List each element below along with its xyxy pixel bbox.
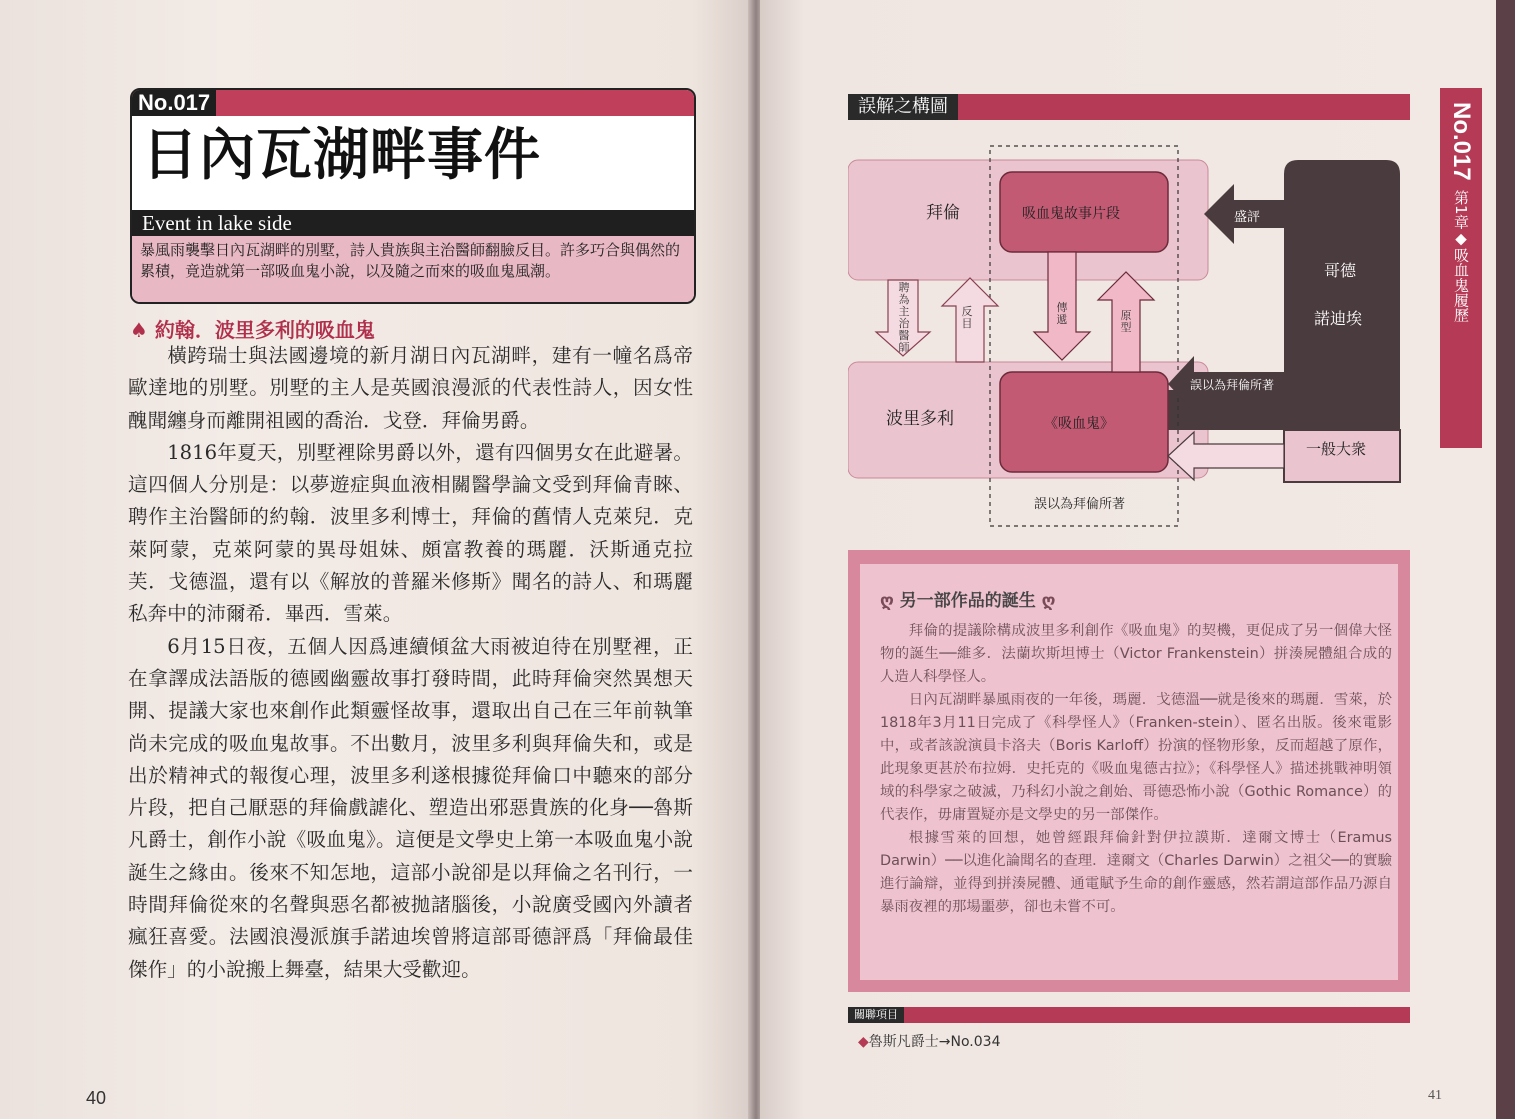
sidebar-box-text: [880, 620, 1392, 919]
related-item-text: 魯斯凡爵士→No.034: [868, 1034, 1001, 1050]
goethe-label: 哥德: [1324, 261, 1357, 280]
praise-label: 盛評: [1234, 210, 1261, 225]
paragraph: 6月15日夜，五個人因爲連續傾盆大雨被迫待在別墅裡，正在拿譯成法語版的德國幽靈故事打發時間，此時拜倫突然異想天開、提議大家也來創作此類靈怪故事，還取出自己在三年前執筆尚未完成的吸血鬼故事。不出數月，波里多利與拜倫失和，或是出於精神式的報復心理，波里多利遂根據從拜倫口中聽來的部分片段，把自己厭惡的拜倫戲謔化、塑造出邪惡貴族的化身──魯斯凡爵士，創作小說《吸血鬼》。這便是文學史上第一本吸血鬼小說誕生之緣由。後來不知怎地，這部小說卻是以拜倫之名刊行，一時間拜倫從來的名聲與惡名都被拋諸腦後，小說廣受國內外讀者瘋狂喜愛。法國浪漫派旗手諾迪埃曾將這部哥德評爲「拜倫最佳傑作」的小說搬上舞臺，結果大受歡迎。: [128, 634, 693, 981]
body-text: [128, 340, 693, 986]
diamond-bullet-icon: ◆: [858, 1034, 869, 1050]
sidebar-paragraph: 日內瓦湖畔暴風雨夜的一年後，瑪麗．戈德溫──就是後來的瑪麗．雪萊，於1818年3月11日完成了《科學怪人》（Franken-stein）、匿名出版。後來電影中，或者該說演員卡洛夫（Boris Karloff）扮演的怪物形象，反而超越了原作，此現象更甚於布拉姆．史托克的《吸血鬼德古拉》；《科學怪人》描述挑戰神明領域的科學家之破滅，乃科幻小說之創始、哥德恐怖小說（Gothic Romance）的代表作，毋庸置疑亦是文學史的另一部傑作。: [880, 692, 1392, 823]
byron-label: 拜倫: [926, 203, 960, 223]
header-accent-bar: [132, 90, 694, 116]
polidori-label: 波里多利: [886, 409, 954, 429]
misunderstanding-diagram: [848, 140, 1410, 540]
sidebar-paragraph: 根據雪萊的回想，她曾經跟拜倫針對伊拉謨斯．達爾文博士（Eramus Darwin）──以進化論聞名的查理．達爾文（Charles Darwin）之祖父──的實驗進行論辯，並得到拼湊屍體、通電賦予生命的創作靈感，然若謂這部作品乃源自暴雨夜裡的那場噩夢，卻也未嘗不可。: [880, 830, 1392, 915]
vampyre-label: 《吸血鬼》: [1044, 416, 1114, 432]
article-summary: 暴風雨襲擊日內瓦湖畔的別墅，詩人貴族與主治醫師翻臉反目。許多巧合與偶然的累積，竟造就第一部吸血鬼小說，以及隨之而來的吸血鬼風潮。: [132, 236, 694, 302]
public-arrow: [1168, 432, 1284, 480]
related-bar: [848, 1007, 1410, 1023]
map-title: 誤解之構圖: [848, 94, 958, 120]
fragment-label: 吸血鬼故事片段: [1022, 206, 1120, 222]
sidebar-box-title: [880, 586, 1056, 611]
book-edge: [1496, 0, 1515, 1119]
english-title: Event in lake side: [132, 210, 694, 236]
page-number-right: 41: [1428, 1088, 1442, 1103]
hired-label: 聘為主治醫師: [898, 281, 910, 354]
prototype-label: 原型: [1120, 309, 1132, 334]
page-number-left: 40: [86, 1088, 107, 1108]
ornament-left-icon: ღ: [880, 591, 900, 611]
article-header: [130, 88, 696, 304]
paragraph: 1816年夏天，別墅裡除男爵以外，還有四個男女在此避暑。這四個人分別是：以夢遊症與血液相關醫學論文受到拜倫青睞、聘作主治醫師的約翰．波里多利博士，拜倫的舊情人克萊兒．克萊阿蒙，克萊阿蒙的異母姐妹、頗富教養的瑪麗．沃斯通克拉芙．戈德溫，還有以《解放的普羅米修斯》聞名的詩人、和瑪麗私奔中的沛爾希．畢西．雪萊。: [128, 440, 693, 626]
sidebar-box-title-text: 另一部作品的誕生: [899, 591, 1036, 611]
related-label: 關聯項目: [848, 1007, 904, 1023]
section-heading: ♠ 約翰．波里多利的吸血鬼: [130, 318, 375, 342]
related-item: [858, 1031, 1000, 1051]
relay-label: 傳遞: [1056, 301, 1068, 326]
left-page: [0, 0, 752, 1119]
sidebar-paragraph: 拜倫的提議除構成波里多利創作《吸血鬼》的契機，更促成了另一個偉大怪物的誕生──維多．法蘭坎斯坦博士（Victor Frankenstein）拼湊屍體組合成的人造人科學怪人。: [880, 623, 1392, 685]
sidebar-box: [848, 550, 1410, 992]
fallout-label: 反目: [961, 305, 973, 330]
nodier-label: 諾迪埃: [1314, 309, 1363, 328]
side-tab-number: No.017: [1448, 102, 1475, 181]
article-number-badge: No.017: [132, 90, 216, 116]
public-label: 一般大衆: [1306, 440, 1367, 458]
article-title: 日內瓦湖畔事件: [142, 123, 541, 188]
sidebar-box-inner: [860, 564, 1398, 980]
misattributed-arrow-label: 誤以為拜倫所著: [1190, 378, 1275, 392]
misattributed-bottom-label: 誤以為拜倫所著: [1034, 497, 1126, 512]
paragraph: 橫跨瑞士與法國邊境的新月湖日內瓦湖畔，建有一幢名爲帝歐達地的別墅。別墅的主人是英國浪漫派的代表性詩人，因女性醜聞纏身而離開祖國的喬治．戈登．拜倫男爵。: [128, 344, 693, 432]
side-tab-chapter: 第1章◆吸血鬼履歷: [1452, 190, 1470, 323]
ornament-right-icon: ღ: [1035, 591, 1056, 611]
